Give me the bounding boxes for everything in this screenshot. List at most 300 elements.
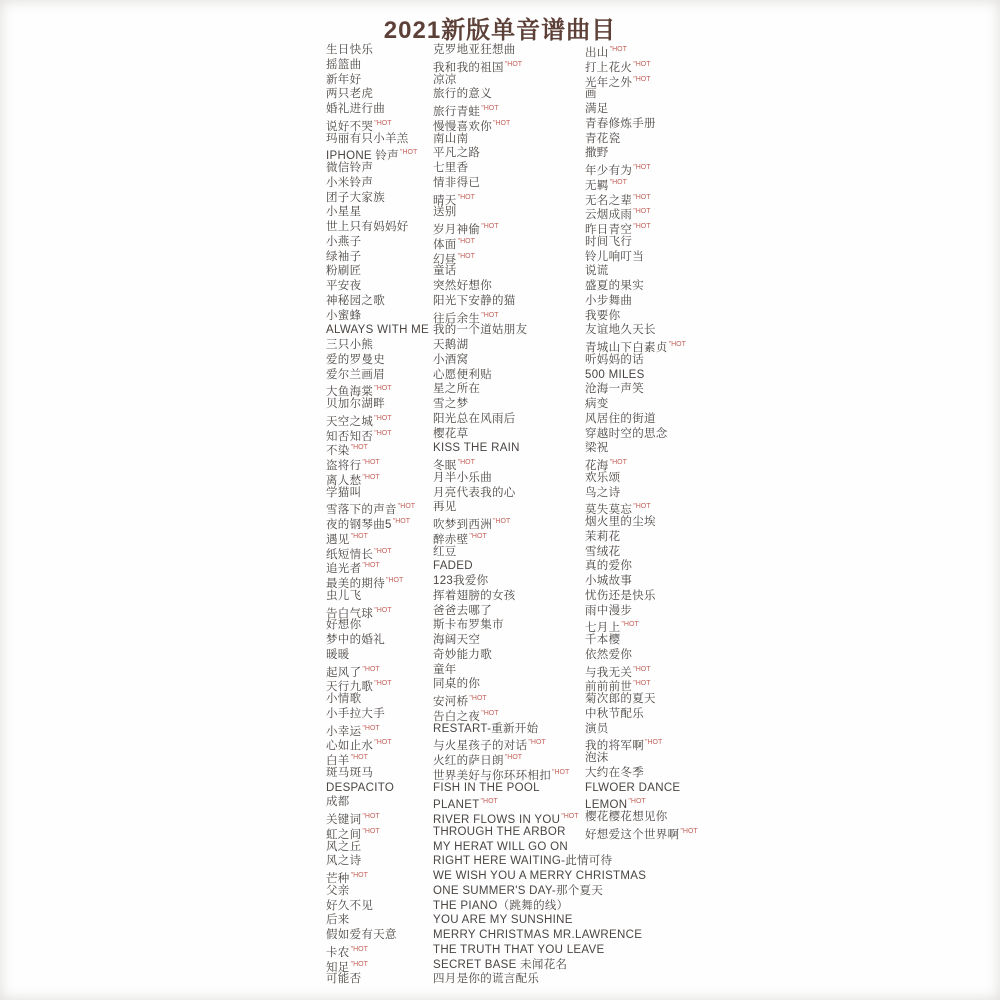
song-item: [585, 604, 698, 619]
hot-badge: "HOT: [350, 960, 368, 968]
hot-badge: "HOT: [350, 532, 368, 540]
song-item: [326, 589, 429, 604]
song-title: 童年: [433, 663, 457, 676]
song-title: 南山南: [433, 132, 469, 145]
song-item: [326, 117, 429, 132]
song-item: [585, 618, 698, 633]
song-item: [326, 913, 429, 928]
song-title: 欢乐颂: [585, 471, 621, 484]
hot-badge: "HOT: [561, 813, 579, 820]
song-title: 小幸运: [326, 725, 362, 738]
song-item: [585, 43, 698, 58]
song-item: [326, 722, 429, 737]
song-item: [585, 323, 698, 338]
hot-badge: "HOT: [457, 252, 475, 260]
song-title: 月亮代表我的心: [433, 486, 516, 499]
song-title: 好想爱这个世界啊: [585, 828, 680, 841]
song-title: 克罗地亚狂想曲: [433, 44, 516, 56]
song-item: [585, 235, 698, 250]
song-title: 微信铃声: [326, 162, 374, 174]
song-item: [585, 161, 698, 176]
song-item: [585, 766, 698, 781]
song-column-1: [326, 43, 429, 987]
song-title: 突然好想你: [433, 280, 492, 292]
song-item: [326, 515, 429, 530]
song-title: FLWOER DANCE: [585, 781, 681, 794]
song-title: 好久不见: [326, 899, 374, 912]
song-item: [585, 663, 698, 678]
song-item: [326, 43, 429, 58]
song-title: 团子大家族: [326, 191, 385, 204]
song-title: 送别: [433, 206, 457, 219]
song-title: 离人愁: [326, 474, 362, 487]
song-item: [326, 382, 429, 397]
song-title: 我的将军啊: [585, 740, 644, 753]
song-item: [585, 825, 698, 840]
hot-badge: "HOT: [469, 695, 487, 702]
song-title: 纸短情长: [326, 548, 374, 561]
song-title: 风居住的街道: [585, 412, 656, 425]
song-item: [326, 618, 429, 633]
song-title: 学猫叫: [326, 486, 362, 499]
song-title: 无名之辈: [585, 194, 633, 207]
song-item: [326, 604, 429, 619]
song-item: [326, 235, 429, 250]
song-title: 好想你: [326, 619, 362, 632]
song-title: 樱花樱花想见你: [585, 811, 668, 823]
hot-badge: "HOT: [374, 739, 392, 747]
song-item: [585, 191, 698, 206]
song-title: 千本樱: [585, 634, 621, 646]
hot-badge: "HOT: [374, 429, 392, 437]
hot-badge: "HOT: [633, 208, 651, 216]
song-item: [326, 781, 429, 796]
song-item: [585, 736, 698, 751]
hot-badge: "HOT: [528, 739, 546, 747]
song-title: 小米铃声: [326, 176, 374, 189]
song-title: 时间飞行: [585, 235, 633, 248]
hot-badge: "HOT: [457, 193, 475, 201]
song-title: 冬眠: [433, 459, 457, 472]
song-title: 假如爱有天意: [326, 929, 397, 941]
hot-badge: "HOT: [362, 562, 380, 570]
song-title: YOU ARE MY SUNSHINE: [433, 914, 573, 927]
song-title: 烟火里的尘埃: [585, 516, 656, 528]
song-title: MY HERAT WILL GO ON: [433, 840, 568, 853]
song-title: RIVER FLOWS IN YOU: [433, 813, 561, 826]
song-item: [326, 161, 429, 176]
song-item: [326, 264, 429, 279]
song-title: 昨日青空: [585, 223, 633, 236]
song-title: 莫失莫忘: [585, 504, 633, 517]
hot-badge: "HOT: [457, 237, 475, 245]
hot-badge: "HOT: [392, 518, 410, 525]
song-title: 小手拉大手: [326, 707, 385, 720]
song-title: LEMON: [585, 799, 628, 812]
song-title: 月半小乐曲: [433, 471, 492, 484]
song-title: 晴天: [433, 194, 457, 207]
hot-badge: "HOT: [386, 577, 404, 584]
song-title: 满足: [585, 103, 609, 115]
song-item: [585, 279, 698, 294]
song-title: MERRY CHRISTMAS MR.LAWRENCE: [433, 929, 643, 941]
song-title: 青城山下白素贞: [585, 341, 668, 354]
song-item: [585, 102, 698, 117]
song-title: 小城故事: [585, 575, 633, 587]
song-item: [326, 294, 429, 309]
song-item: [326, 441, 429, 456]
song-title: 友谊地久天长: [585, 324, 656, 337]
song-item: [326, 427, 429, 442]
song-title: 云烟成雨: [585, 209, 633, 222]
song-title: IPHONE 铃声: [326, 150, 399, 163]
song-item: [326, 545, 429, 560]
hot-badge: "HOT: [362, 827, 380, 835]
hot-badge: "HOT: [680, 827, 698, 835]
song-title: 梦中的婚礼: [326, 634, 385, 646]
song-title: ONE SUMMER'S DAY-那个夏天: [433, 884, 604, 897]
song-title: 樱花草: [433, 427, 469, 440]
hot-badge: "HOT: [628, 798, 646, 806]
song-title: 小燕子: [326, 235, 362, 248]
song-item: [326, 102, 429, 117]
song-item: [326, 73, 429, 88]
song-title: 前前前世: [585, 681, 633, 694]
song-item: [585, 58, 698, 73]
hot-badge: "HOT: [362, 473, 380, 481]
song-title: 摇篮曲: [326, 58, 362, 71]
hot-badge: "HOT: [374, 606, 392, 614]
song-title: 红豆: [433, 545, 457, 558]
song-title: 暖暖: [326, 648, 350, 661]
song-item: [433, 854, 646, 869]
song-title: 斑马斑马: [326, 766, 374, 779]
song-title: 说好不哭: [326, 120, 374, 133]
song-title: 四月是你的谎言配乐: [433, 973, 540, 986]
hot-badge: "HOT: [481, 105, 499, 112]
song-item: [585, 397, 698, 412]
song-title: THE PIANO（跳舞的线）: [433, 899, 569, 912]
song-title: 平安夜: [326, 280, 362, 292]
song-item: [585, 441, 698, 456]
song-title: 出山: [585, 46, 609, 59]
song-title: FADED: [433, 560, 473, 573]
song-title: 成都: [326, 796, 350, 809]
song-item: [585, 574, 698, 589]
song-item: [326, 810, 429, 825]
song-title: 凉凉: [433, 73, 457, 86]
song-title: 幻昼: [433, 253, 457, 266]
song-item: [433, 899, 646, 914]
song-item: [326, 692, 429, 707]
hot-badge: "HOT: [480, 798, 498, 806]
hot-badge: "HOT: [493, 518, 511, 525]
song-title: 撒野: [585, 147, 609, 160]
song-title: 世上只有妈妈好: [326, 221, 409, 233]
song-title: 夜的钢琴曲5: [326, 518, 392, 531]
song-title: 菊次郎的夏天: [585, 693, 656, 705]
song-title: 告白之夜: [433, 710, 481, 723]
hot-badge: "HOT: [481, 709, 499, 717]
song-title: 安河桥: [433, 695, 469, 708]
hot-badge: "HOT: [609, 178, 627, 186]
song-title: ALWAYS WITH ME: [326, 324, 430, 337]
song-title: 天鹅湖: [433, 339, 469, 351]
song-title: 年少有为: [585, 164, 633, 177]
song-item: [326, 869, 429, 884]
song-item: [326, 751, 429, 766]
song-title: 小情歌: [326, 693, 362, 705]
song-item: [326, 323, 429, 338]
song-title: 无羁: [585, 179, 609, 192]
hot-badge: "HOT: [504, 754, 523, 761]
song-title: 依然爱你: [585, 648, 633, 661]
song-title: 盛夏的果实: [585, 280, 644, 292]
hot-badge: "HOT: [493, 119, 511, 127]
song-title: 婚礼进行曲: [326, 103, 385, 115]
song-item: [585, 132, 698, 147]
song-item: [326, 825, 429, 840]
hot-badge: "HOT: [362, 813, 380, 820]
hot-badge: "HOT: [374, 680, 392, 688]
song-title: 吹梦到西洲: [433, 518, 492, 531]
song-item: [326, 736, 429, 751]
song-title: 旅行青蛙: [433, 105, 481, 118]
song-title: 光年之外: [585, 76, 633, 89]
hot-badge: "HOT: [633, 193, 651, 201]
song-item: [326, 250, 429, 265]
song-item: [585, 707, 698, 722]
song-title: 沧海一声笑: [585, 383, 644, 396]
song-item: [585, 515, 698, 530]
song-title: 岁月神偷: [433, 223, 481, 236]
song-item: [326, 633, 429, 648]
song-title: 父亲: [326, 884, 350, 897]
song-title: 慢慢喜欢你: [433, 120, 492, 133]
song-title: 鸟之诗: [585, 486, 621, 499]
song-item: [326, 58, 429, 73]
song-item: [585, 294, 698, 309]
song-title: DESPACITO: [326, 781, 395, 794]
song-title: 爱的罗曼史: [326, 353, 385, 366]
song-title: 小酒窝: [433, 353, 469, 366]
song-item: [326, 368, 429, 383]
hot-badge: "HOT: [374, 119, 392, 127]
song-item: [326, 397, 429, 412]
song-item: [585, 471, 698, 486]
song-title: 知足: [326, 961, 350, 974]
song-title: 七月上: [585, 622, 621, 635]
song-item: [433, 869, 646, 884]
song-title: 新年好: [326, 73, 362, 86]
song-title: 再见: [433, 501, 457, 514]
song-title: 大约在冬季: [585, 766, 644, 779]
song-item: [585, 722, 698, 737]
hot-badge: "HOT: [469, 532, 487, 540]
song-title: 心如止水: [326, 740, 374, 753]
song-item: [585, 559, 698, 574]
song-title: 说谎: [585, 265, 609, 278]
song-item: [326, 943, 429, 958]
hot-badge: "HOT: [645, 739, 663, 747]
song-item: [326, 412, 429, 427]
song-item: [585, 500, 698, 515]
hot-badge: "HOT: [350, 872, 368, 879]
song-item: [326, 176, 429, 191]
song-item: [326, 795, 429, 810]
song-title: 虫儿飞: [326, 589, 362, 602]
song-title: 体面: [433, 238, 457, 251]
song-title: 往后余生: [433, 312, 481, 325]
song-item: [326, 146, 429, 161]
song-title: 卡农: [326, 946, 350, 959]
song-title: 小步舞曲: [585, 294, 633, 307]
song-title: 天行九歌: [326, 681, 374, 694]
song-title: 雪之梦: [433, 398, 469, 410]
song-title: 我和我的祖国: [433, 61, 504, 74]
song-title: 病变: [585, 398, 609, 410]
song-item: [326, 205, 429, 220]
song-title: 阳光总在风雨后: [433, 412, 516, 425]
song-item: [326, 928, 429, 943]
song-item: [326, 471, 429, 486]
song-item: [585, 87, 698, 102]
song-title: THE TRUTH THAT YOU LEAVE: [433, 943, 605, 956]
song-item: [433, 884, 646, 899]
song-title: 雪落下的声音: [326, 504, 397, 517]
page-title: 2021新版单音谱曲目: [383, 17, 617, 44]
song-item: [585, 677, 698, 692]
song-item: [326, 707, 429, 722]
song-title: 演员: [585, 722, 609, 735]
song-item: [326, 191, 429, 206]
hot-badge: "HOT: [397, 503, 416, 511]
song-title: 斯卡布罗集市: [433, 619, 504, 632]
song-title: 可能否: [326, 973, 362, 986]
song-title: 挥着翅膀的女孩: [433, 589, 516, 602]
song-item: [585, 412, 698, 427]
song-item: [585, 456, 698, 471]
song-title: 忧伤还是快乐: [585, 589, 656, 602]
song-title: 听妈妈的话: [585, 353, 644, 366]
song-title: 风之丘: [326, 840, 362, 853]
song-item: [326, 279, 429, 294]
song-item: [326, 353, 429, 368]
song-title: 大鱼海棠: [326, 386, 374, 399]
hot-badge: "HOT: [350, 945, 368, 953]
song-title: 我的一个道姑朋友: [433, 324, 528, 337]
song-item: [585, 250, 698, 265]
song-title: 告白气球: [326, 607, 374, 620]
song-item: [433, 913, 646, 928]
song-item: [585, 205, 698, 220]
song-item: [585, 795, 698, 810]
song-item: [326, 456, 429, 471]
song-title: 与火星孩子的对话: [433, 740, 528, 753]
song-title: 后来: [326, 914, 350, 927]
hot-badge: "HOT: [350, 444, 368, 452]
song-item: [585, 633, 698, 648]
song-title: 神秘园之歌: [326, 294, 385, 307]
song-item: [585, 117, 698, 132]
song-item: [326, 486, 429, 501]
song-title: 穿越时空的思念: [585, 427, 668, 440]
song-item: [585, 648, 698, 663]
song-title: 起风了: [326, 666, 362, 679]
song-title: RESTART-重新开始: [433, 722, 539, 735]
song-title: 火红的萨日朗: [433, 754, 504, 767]
hot-badge: "HOT: [552, 768, 570, 776]
song-item: [326, 677, 429, 692]
song-title: 500 MILES: [585, 368, 645, 381]
song-item: [433, 928, 646, 943]
song-column-3: [585, 43, 698, 840]
song-title: RIGHT HERE WAITING-此情可待: [433, 855, 613, 868]
song-item: [326, 766, 429, 781]
song-item: [585, 692, 698, 707]
hot-badge: "HOT: [609, 459, 627, 466]
song-title: SECRET BASE 未闻花名: [433, 958, 568, 971]
song-title: 雪绒花: [585, 545, 621, 558]
song-title: 生日快乐: [326, 44, 374, 56]
song-item: [326, 500, 429, 515]
song-title: 风之诗: [326, 855, 362, 868]
song-title: 绿袖子: [326, 250, 362, 263]
song-title: 粉刷匠: [326, 265, 362, 278]
song-title: 小蜜蜂: [326, 309, 362, 322]
song-title: 花海: [585, 459, 609, 472]
song-title: 中秋节配乐: [585, 707, 644, 720]
song-title: 世界美好与你环环相扣: [433, 769, 551, 782]
song-item: [585, 530, 698, 545]
hot-badge: "HOT: [633, 503, 651, 511]
song-title: THROUGH THE ARBOR: [433, 825, 566, 838]
hot-badge: "HOT: [457, 459, 475, 466]
song-title: 真的爱你: [585, 560, 633, 573]
song-title: 铃儿响叮当: [585, 250, 644, 263]
song-title: 画: [585, 88, 597, 101]
song-item: [326, 530, 429, 545]
song-title: 我要你: [585, 309, 621, 322]
song-title: 情非得已: [433, 176, 481, 189]
song-item: [326, 972, 429, 987]
hot-badge: "HOT: [633, 680, 651, 688]
song-title: 茉莉花: [585, 530, 621, 543]
hot-badge: "HOT: [668, 341, 686, 348]
song-item: [585, 220, 698, 235]
song-item: [326, 309, 429, 324]
song-item: [326, 87, 429, 102]
song-item: [585, 810, 698, 825]
song-title: 123我爱你: [433, 575, 489, 587]
song-item: [326, 220, 429, 235]
song-item: [585, 73, 698, 88]
song-title: 平凡之路: [433, 147, 481, 160]
song-item: [585, 427, 698, 442]
song-item: [326, 132, 429, 147]
song-title: 泡沫: [585, 752, 609, 764]
hot-badge: "HOT: [609, 46, 627, 53]
hot-badge: "HOT: [374, 414, 392, 422]
hot-badge: "HOT: [621, 621, 639, 629]
hot-badge: "HOT: [350, 754, 368, 761]
song-title: 青花瓷: [585, 132, 621, 145]
song-item: [433, 958, 646, 973]
song-title: 爱尔兰画眉: [326, 368, 385, 381]
song-item: [326, 559, 429, 574]
song-title: WE WISH YOU A MERRY CHRISTMAS: [433, 870, 647, 882]
hot-badge: "HOT: [633, 164, 651, 171]
